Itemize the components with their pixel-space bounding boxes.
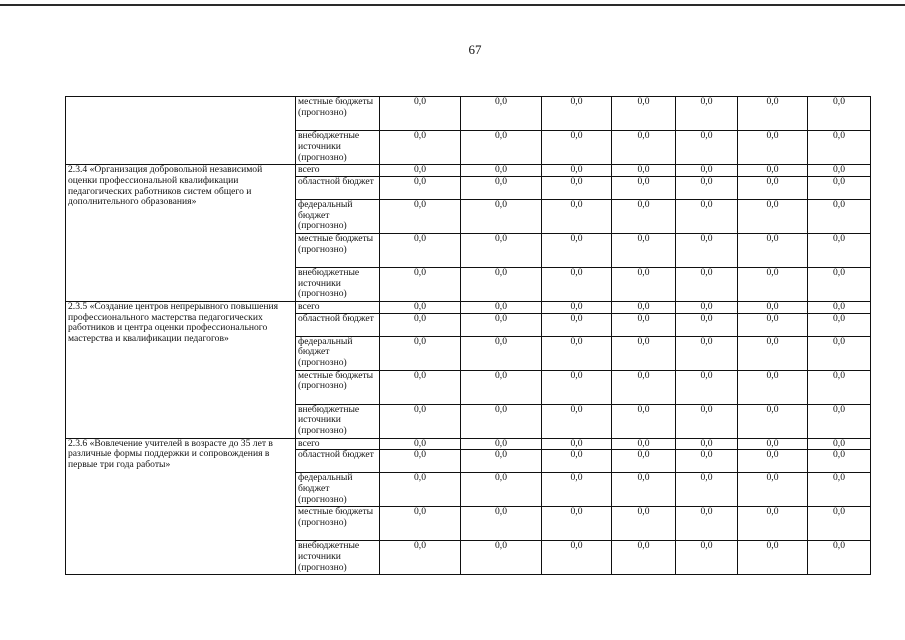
value-cell: 0,0 xyxy=(380,438,461,450)
value-cell: 0,0 xyxy=(612,301,676,313)
value-cell: 0,0 xyxy=(542,370,612,404)
value-cell: 0,0 xyxy=(808,165,871,177)
value-cell: 0,0 xyxy=(612,176,676,199)
value-cell: 0,0 xyxy=(808,233,871,267)
value-cell: 0,0 xyxy=(542,450,612,473)
value-cell: 0,0 xyxy=(542,313,612,336)
value-cell: 0,0 xyxy=(808,97,871,131)
value-cell: 0,0 xyxy=(542,507,612,541)
value-cell: 0,0 xyxy=(676,176,738,199)
value-cell: 0,0 xyxy=(461,541,542,575)
value-cell: 0,0 xyxy=(808,438,871,450)
value-cell: 0,0 xyxy=(380,336,461,370)
value-cell: 0,0 xyxy=(461,199,542,233)
value-cell: 0,0 xyxy=(676,404,738,438)
value-cell: 0,0 xyxy=(738,199,808,233)
value-cell: 0,0 xyxy=(676,370,738,404)
value-cell: 0,0 xyxy=(380,370,461,404)
value-cell: 0,0 xyxy=(380,176,461,199)
value-cell: 0,0 xyxy=(808,199,871,233)
value-cell: 0,0 xyxy=(612,97,676,131)
value-cell: 0,0 xyxy=(542,336,612,370)
value-cell: 0,0 xyxy=(738,97,808,131)
value-cell: 0,0 xyxy=(738,301,808,313)
value-cell: 0,0 xyxy=(461,450,542,473)
value-cell: 0,0 xyxy=(612,450,676,473)
page-number: 67 xyxy=(468,42,482,57)
funding-source-cell: всего xyxy=(296,438,380,450)
value-cell: 0,0 xyxy=(808,131,871,165)
value-cell: 0,0 xyxy=(542,541,612,575)
funding-source-cell: областной бюджет xyxy=(296,176,380,199)
value-cell: 0,0 xyxy=(612,336,676,370)
measure-cell: 2.3.6 «Вовлечение учителей в возрасте до 35 лет в различные формы поддержки и сопровождения в первые три года работы» xyxy=(66,438,296,575)
value-cell: 0,0 xyxy=(676,313,738,336)
value-cell: 0,0 xyxy=(808,301,871,313)
value-cell: 0,0 xyxy=(461,507,542,541)
funding-source-cell: федеральный бюджет (прогнозно) xyxy=(296,336,380,370)
value-cell: 0,0 xyxy=(461,97,542,131)
table-row xyxy=(66,438,871,450)
value-cell: 0,0 xyxy=(738,450,808,473)
value-cell: 0,0 xyxy=(380,233,461,267)
value-cell: 0,0 xyxy=(542,473,612,507)
value-cell: 0,0 xyxy=(380,199,461,233)
value-cell: 0,0 xyxy=(676,233,738,267)
value-cell: 0,0 xyxy=(738,267,808,301)
value-cell: 0,0 xyxy=(808,336,871,370)
value-cell: 0,0 xyxy=(380,165,461,177)
value-cell: 0,0 xyxy=(380,450,461,473)
value-cell: 0,0 xyxy=(676,438,738,450)
value-cell: 0,0 xyxy=(542,267,612,301)
value-cell: 0,0 xyxy=(461,131,542,165)
measure-cell xyxy=(66,97,296,165)
value-cell: 0,0 xyxy=(738,507,808,541)
value-cell: 0,0 xyxy=(542,233,612,267)
value-cell: 0,0 xyxy=(612,165,676,177)
value-cell: 0,0 xyxy=(676,473,738,507)
value-cell: 0,0 xyxy=(380,473,461,507)
value-cell: 0,0 xyxy=(461,301,542,313)
table-row xyxy=(66,165,871,177)
funding-source-cell: внебюджетные источники (прогнозно) xyxy=(296,541,380,575)
value-cell: 0,0 xyxy=(738,131,808,165)
value-cell: 0,0 xyxy=(676,301,738,313)
value-cell: 0,0 xyxy=(738,404,808,438)
value-cell: 0,0 xyxy=(808,267,871,301)
value-cell: 0,0 xyxy=(612,267,676,301)
value-cell: 0,0 xyxy=(380,313,461,336)
value-cell: 0,0 xyxy=(542,199,612,233)
value-cell: 0,0 xyxy=(542,176,612,199)
value-cell: 0,0 xyxy=(738,541,808,575)
table-row xyxy=(66,301,871,313)
value-cell: 0,0 xyxy=(676,541,738,575)
value-cell: 0,0 xyxy=(738,313,808,336)
value-cell: 0,0 xyxy=(808,404,871,438)
value-cell: 0,0 xyxy=(676,267,738,301)
value-cell: 0,0 xyxy=(808,541,871,575)
value-cell: 0,0 xyxy=(461,473,542,507)
value-cell: 0,0 xyxy=(676,165,738,177)
funding-source-cell: внебюджетные источники (прогнозно) xyxy=(296,131,380,165)
funding-source-cell: местные бюджеты (прогнозно) xyxy=(296,370,380,404)
value-cell: 0,0 xyxy=(612,370,676,404)
funding-source-cell: внебюджетные источники (прогнозно) xyxy=(296,404,380,438)
value-cell: 0,0 xyxy=(612,438,676,450)
value-cell: 0,0 xyxy=(676,199,738,233)
value-cell: 0,0 xyxy=(612,131,676,165)
funding-source-cell: федеральный бюджет (прогнозно) xyxy=(296,199,380,233)
funding-source-cell: всего xyxy=(296,165,380,177)
funding-source-cell: областной бюджет xyxy=(296,450,380,473)
value-cell: 0,0 xyxy=(676,97,738,131)
top-rule xyxy=(0,4,905,6)
value-cell: 0,0 xyxy=(808,370,871,404)
value-cell: 0,0 xyxy=(461,438,542,450)
value-cell: 0,0 xyxy=(676,131,738,165)
value-cell: 0,0 xyxy=(380,301,461,313)
value-cell: 0,0 xyxy=(808,176,871,199)
funding-source-cell: местные бюджеты (прогнозно) xyxy=(296,507,380,541)
value-cell: 0,0 xyxy=(612,233,676,267)
value-cell: 0,0 xyxy=(738,473,808,507)
value-cell: 0,0 xyxy=(461,370,542,404)
value-cell: 0,0 xyxy=(380,541,461,575)
value-cell: 0,0 xyxy=(461,313,542,336)
value-cell: 0,0 xyxy=(612,199,676,233)
value-cell: 0,0 xyxy=(461,267,542,301)
value-cell: 0,0 xyxy=(461,336,542,370)
value-cell: 0,0 xyxy=(808,450,871,473)
value-cell: 0,0 xyxy=(676,336,738,370)
value-cell: 0,0 xyxy=(461,233,542,267)
value-cell: 0,0 xyxy=(612,473,676,507)
value-cell: 0,0 xyxy=(738,438,808,450)
value-cell: 0,0 xyxy=(542,97,612,131)
value-cell: 0,0 xyxy=(542,404,612,438)
value-cell: 0,0 xyxy=(380,267,461,301)
value-cell: 0,0 xyxy=(738,165,808,177)
value-cell: 0,0 xyxy=(738,233,808,267)
funding-source-cell: местные бюджеты (прогнозно) xyxy=(296,97,380,131)
funding-source-cell: местные бюджеты (прогнозно) xyxy=(296,233,380,267)
measure-cell: 2.3.4 «Организация добровольной независимой оценки профессиональной квалификации педагогических работников систем общего и дополнительного образования» xyxy=(66,165,296,302)
value-cell: 0,0 xyxy=(808,313,871,336)
value-cell: 0,0 xyxy=(461,404,542,438)
value-cell: 0,0 xyxy=(380,507,461,541)
value-cell: 0,0 xyxy=(542,165,612,177)
table-body xyxy=(66,97,871,575)
value-cell: 0,0 xyxy=(380,404,461,438)
value-cell: 0,0 xyxy=(676,450,738,473)
value-cell: 0,0 xyxy=(676,507,738,541)
value-cell: 0,0 xyxy=(612,541,676,575)
value-cell: 0,0 xyxy=(808,507,871,541)
value-cell: 0,0 xyxy=(612,404,676,438)
value-cell: 0,0 xyxy=(612,507,676,541)
value-cell: 0,0 xyxy=(808,473,871,507)
value-cell: 0,0 xyxy=(738,176,808,199)
value-cell: 0,0 xyxy=(461,165,542,177)
measure-cell: 2.3.5 «Создание центров непрерывного повышения профессионального мастерства педагогических работников и центра оценки профессионального мастерства и квалификации педагогов» xyxy=(66,301,296,438)
budget-table xyxy=(65,96,871,575)
table-row xyxy=(66,97,871,131)
value-cell: 0,0 xyxy=(542,301,612,313)
value-cell: 0,0 xyxy=(461,176,542,199)
funding-source-cell: всего xyxy=(296,301,380,313)
value-cell: 0,0 xyxy=(738,336,808,370)
value-cell: 0,0 xyxy=(542,438,612,450)
funding-source-cell: федеральный бюджет (прогнозно) xyxy=(296,473,380,507)
funding-source-cell: областной бюджет xyxy=(296,313,380,336)
value-cell: 0,0 xyxy=(542,131,612,165)
value-cell: 0,0 xyxy=(738,370,808,404)
value-cell: 0,0 xyxy=(380,97,461,131)
funding-source-cell: внебюджетные источники (прогнозно) xyxy=(296,267,380,301)
value-cell: 0,0 xyxy=(380,131,461,165)
value-cell: 0,0 xyxy=(612,313,676,336)
